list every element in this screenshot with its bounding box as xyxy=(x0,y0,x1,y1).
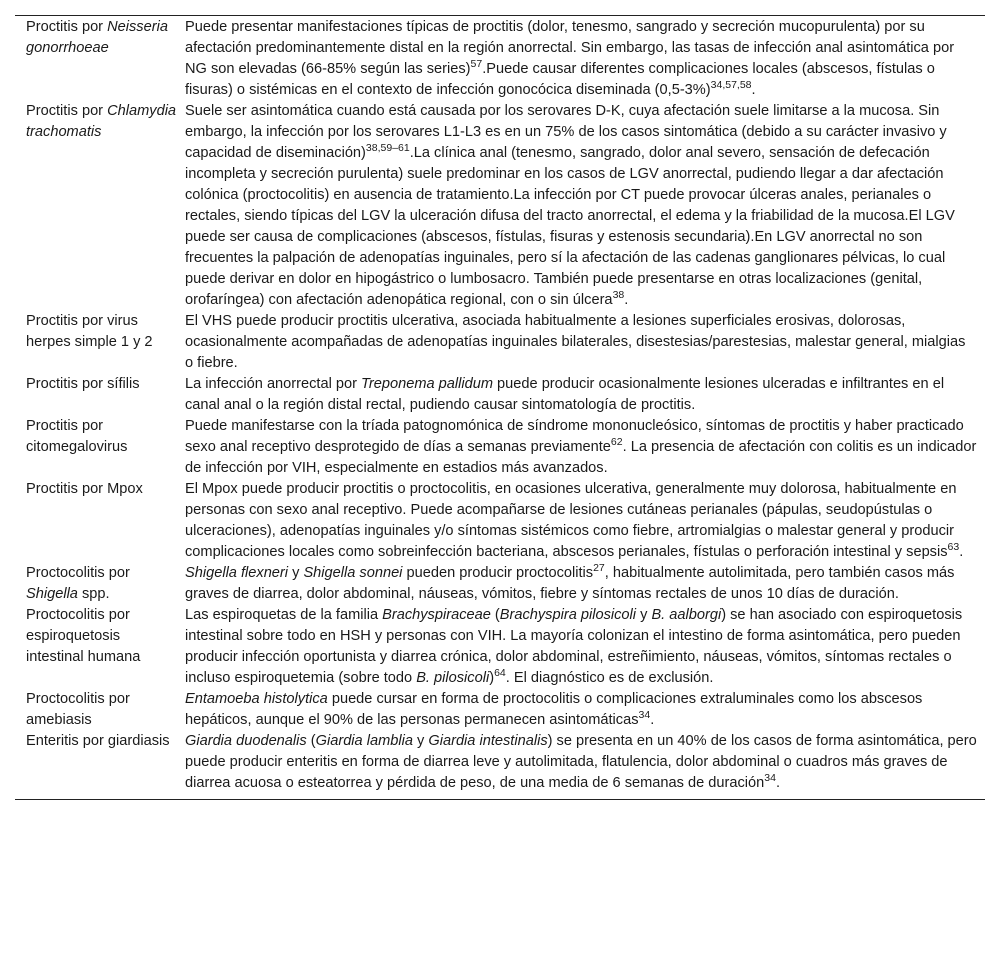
reference-citation: 38,59–61 xyxy=(365,142,410,154)
description-cell xyxy=(185,311,985,374)
text-segment: y xyxy=(636,607,652,623)
description-cell xyxy=(185,689,985,731)
text-segment: . xyxy=(751,82,756,98)
description-cell xyxy=(185,101,985,311)
text-segment: Puede presentar manifestaciones típicas de proctitis (dolor, tenesmo, sangrado y secreción mucopurulenta) por su afectación predominantemente distal en la región anorrectal. Sin embargo, las tasas de infección anal asintomática por NG son elevadas (66-85% según las series) xyxy=(185,19,955,77)
text-segment: Proctitis por virus herpes simple 1 y 2 xyxy=(26,313,153,350)
italic-term: Giardia duodenalis xyxy=(185,733,307,749)
italic-term: Giardia intestinalis xyxy=(428,733,548,749)
text-segment: y xyxy=(288,565,304,581)
reference-citation: 27 xyxy=(593,562,605,574)
text-segment: Proctitis por citomegalovirus xyxy=(26,418,128,455)
description-cell xyxy=(185,731,985,799)
table-row xyxy=(15,416,985,479)
text-segment: ) se han asociado con espiroquetosis intestinal sobre todo en HSH y personas con VIH. La mayoría colonizan el intestino de forma asintomática, pero pueden producir infección oportunista y diarrea crónica, dolor abdominal, estreñimiento, náuseas, vómitos, síntomas rectales o incluso espiroquetemia (sobre todo xyxy=(185,607,963,686)
description-cell xyxy=(185,479,985,563)
text-segment: pueden producir proctocolitis xyxy=(402,565,594,581)
table-body xyxy=(15,16,985,799)
table-row xyxy=(15,101,985,311)
text-segment: . La presencia de afectación con colitis es un indicador de infección por VIH, especialmente en estadios más avanzados. xyxy=(185,439,977,476)
description-cell xyxy=(185,416,985,479)
italic-term: Treponema pallidum xyxy=(361,376,493,392)
italic-term: Giardia lamblia xyxy=(315,733,413,749)
italic-term: Shigella flexneri xyxy=(185,565,289,581)
text-segment: El VHS puede producir proctitis ulcerativa, asociada habitualmente a lesiones superficiales erosivas, dolorosas, ocasionalmente acompañadas de adenopatías inguinales bilaterales, disestesias/parestesias, malestar general, mialgias o fiebre. xyxy=(185,313,966,371)
description-cell xyxy=(185,605,985,689)
clinical-table xyxy=(15,15,985,800)
entity-cell xyxy=(15,605,185,689)
text-segment: Puede manifestarse con la tríada patognomónica de síndrome mononucleósico, síntomas de proctitis y haber practicado sexo anal receptivo desprotegido de días a semanas previamente xyxy=(185,418,964,455)
table-row xyxy=(15,563,985,605)
text-segment: Proctitis por sífilis xyxy=(26,376,140,392)
text-segment: .La clínica anal (tenesmo, sangrado, dolor anal severo, sensación de defecación incompleta y secreción purulenta) suele predominar en los casos de LGV anorrectal, pudiendo llegar a dar afectación colónica (proctocolitis) en ausencia de tratamiento.La infección por CT puede provocar úlceras anales, perianales o rectales, siendo típicas del LGV la ulceración difusa del tracto anorrectal, el edema y la friabilidad de la mucosa.El LGV puede ser causa de complicaciones (abscesos, fístulas, fisuras y estenosis secundaria).En LGV anorrectal no son frecuentes la palpación de adenopatías inguinales, pero sí la afectación de las cadenas ganglionares pélvicas, lo cual puede derivar en dolor en hipogástrico o lumbosacro. También puede presentarse en otras localizaciones (genital, orofaríngea) con afectación adenopática regional, con o sin úlcera xyxy=(185,145,955,308)
table-row xyxy=(15,16,985,101)
text-segment: El Mpox puede producir proctitis o proctocolitis, en ocasiones ulcerativa, generalmente muy dolorosa, habitualmente en personas con sexo anal receptivo. Puede acompañarse de lesiones cutáneas perianales (pápulas, seudopústulas o ulceraciones), adenopatías inguinales y/o síntomas sistémicos como fiebre, artromialgias o malestar general y producir complicaciones locales como sobreinfección bacteriana, abscesos perianales, fístulas o perforación intestinal y sepsis xyxy=(185,481,957,560)
entity-cell xyxy=(15,563,185,605)
text-segment: Enteritis por giardiasis xyxy=(26,733,170,749)
italic-term: Chlamydia trachomatis xyxy=(26,103,177,140)
italic-term: Neisseria gonorrhoeae xyxy=(26,19,168,56)
italic-term: Shigella xyxy=(26,586,78,602)
text-segment: La infección anorrectal por xyxy=(185,376,362,392)
text-segment: ( xyxy=(490,607,500,623)
entity-cell xyxy=(15,101,185,311)
table-row xyxy=(15,479,985,563)
text-segment: Proctocolitis por espiroquetosis intestinal humana xyxy=(26,607,141,665)
table-row xyxy=(15,605,985,689)
text-segment: .Puede causar diferentes complicaciones locales (abscesos, fístulas o fisuras) o sistémicas en el contexto de infección gonocócica diseminada (0,5-3%) xyxy=(185,61,935,98)
table-row xyxy=(15,731,985,799)
italic-term: Shigella sonnei xyxy=(303,565,403,581)
description-cell xyxy=(185,374,985,416)
description-cell xyxy=(185,563,985,605)
text-segment: . xyxy=(650,712,655,728)
entity-cell xyxy=(15,689,185,731)
reference-citation: 38 xyxy=(612,289,625,301)
reference-citation: 34,57,58 xyxy=(710,79,752,91)
text-segment: Proctitis por xyxy=(26,103,108,119)
text-segment: . El diagnóstico es de exclusión. xyxy=(505,670,714,686)
reference-citation: 62 xyxy=(610,436,623,448)
text-segment: Suele ser asintomática cuando está causada por los serovares D-K, cuya afectación suele limitarse a la mucosa. Sin embargo, la infección por los serovares L1-L3 es en un 75% de los casos sintomática (debido a su carácter invasivo y capacidad de diseminación) xyxy=(185,103,947,161)
text-segment: . xyxy=(775,775,781,791)
text-segment: . xyxy=(959,544,964,560)
text-segment: Proctocolitis por xyxy=(26,565,130,581)
entity-cell xyxy=(15,731,185,799)
text-segment: Las espiroquetas de la familia xyxy=(185,607,383,623)
reference-citation: 64 xyxy=(494,667,506,679)
italic-term: Brachyspiraceae xyxy=(382,607,491,623)
italic-term: Brachyspira pilosicoli xyxy=(499,607,637,623)
text-segment: , habitualmente autolimitada, pero también casos más graves de diarrea, dolor abdominal, náuseas, vómitos, fiebre y síntomas rectales de unos 10 días de duración. xyxy=(185,565,955,602)
description-cell xyxy=(185,16,985,101)
text-segment: spp. xyxy=(77,586,110,602)
entity-cell xyxy=(15,311,185,374)
text-segment: puede cursar en forma de proctocolitis o complicaciones extraluminales como los abscesos hepáticos, aunque el 90% de las personas permanecen asintomáticas xyxy=(185,691,923,728)
table-row xyxy=(15,689,985,731)
reference-citation: 34 xyxy=(764,772,776,784)
italic-term: Entamoeba histolytica xyxy=(185,691,328,707)
entity-cell xyxy=(15,374,185,416)
text-segment: Proctocolitis por amebiasis xyxy=(26,691,130,728)
reference-citation: 34 xyxy=(638,709,651,721)
text-segment: y xyxy=(412,733,429,749)
text-segment: . xyxy=(624,292,629,308)
text-segment: Proctitis por xyxy=(26,19,108,35)
text-segment: Proctitis por Mpox xyxy=(26,481,143,497)
reference-citation: 57 xyxy=(470,58,483,70)
table-row xyxy=(15,374,985,416)
text-segment: ( xyxy=(306,733,316,749)
entity-cell xyxy=(15,416,185,479)
italic-term: B. pilosicoli xyxy=(416,670,490,686)
entity-cell xyxy=(15,16,185,101)
text-segment: puede producir ocasionalmente lesiones ulceradas e infiltrantes en el canal anal o la región distal rectal, pudiendo causar sintomatología de proctitis. xyxy=(185,376,945,413)
proctitis-table xyxy=(15,16,985,799)
italic-term: B. aalborgi xyxy=(651,607,722,623)
text-segment: ) se presenta en un 40% de los casos de forma asintomática, pero puede producir enteritis en forma de diarrea leve y autolimitada, flatulencia, dolor abdominal o cuadros más graves de diarrea acuosa o esteatorrea y pérdida de peso, de una media de 6 semanas de duración xyxy=(185,733,977,791)
text-segment: ) xyxy=(489,670,495,686)
entity-cell xyxy=(15,479,185,563)
table-row xyxy=(15,311,985,374)
reference-citation: 63 xyxy=(947,541,960,553)
